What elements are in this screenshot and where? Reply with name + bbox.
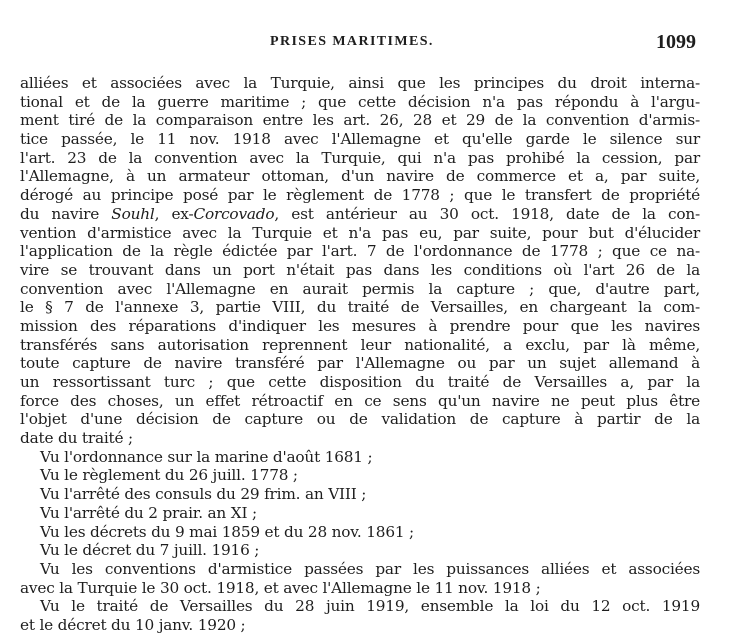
visa-line: Vu le règlement du 26 juill. 1778 ;: [40, 466, 298, 485]
ship-name: Souhl: [111, 204, 155, 223]
visa-line: Vu les décrets du 9 mai 1859 et du 28 nov. 1861 ;: [40, 522, 415, 541]
text-line: l'art. 23 de la convention avec la Turquie, qui n'a pas prohibé la cession, par: [20, 148, 700, 167]
text-line: alliées et associées avec la Turquie, ainsi que les principes du droit interna-: [20, 74, 700, 92]
text-line: l'Allemagne, à un armateur ottoman, d'un navire de commerce et a, par suite,: [20, 167, 700, 186]
text-line: tional et de la guerre maritime ; que cette décision n'a pas répondu à l'argu-: [20, 92, 700, 111]
visa-line: Vu l'arrêté des consuls du 29 frim. an VIII ;: [40, 485, 367, 504]
text-line: le § 7 de l'annexe 3, partie VIII, du traité de Versailles, en chargeant la com-: [20, 298, 700, 317]
text-line: l'application de la règle édictée par l'art. 7 de l'ordonnance de 1778 ; que ce na-: [20, 242, 700, 261]
text-span: , est antérieur au 30 oct. 1918, date de la con-: [274, 204, 700, 223]
running-header: [0, 31, 734, 55]
text-line: mission des réparations d'indiquer les mesures à prendre pour que les navires: [20, 316, 700, 335]
page-number: 1099: [656, 31, 696, 53]
visa-line: Vu l'ordonnance sur la marine d'août 1681 ;: [40, 447, 373, 466]
visa-line: Vu l'arrêté du 2 prair. an XI ;: [40, 503, 257, 522]
visa-versailles-line: et le décret du 10 janv. 1920 ;: [20, 615, 246, 634]
text-line: date du traité ;: [20, 429, 133, 448]
text-line: convention avec l'Allemagne en aurait permis la capture ; que, d'autre part,: [20, 279, 700, 298]
text-span: , ex-: [154, 204, 194, 223]
visa-versailles-line: Vu le traité de Versailles du 28 juin 1919, ensemble la loi du 12 oct. 1919: [40, 597, 700, 616]
body-text: [20, 74, 700, 635]
text-line: dérogé au principe posé par le règlement de 1778 ; que le transfert de propriété: [20, 186, 700, 205]
text-line: force des choses, un effet rétroactif en ce sens qu'un navire ne peut plus être: [20, 391, 700, 410]
ship-former-name: Corcovado: [193, 204, 275, 223]
text-line: un ressortissant turc ; que cette disposition du traité de Versailles a, par la: [20, 373, 700, 391]
text-line: l'objet d'une décision de capture ou de validation de capture à partir de la: [20, 410, 700, 429]
text-line: transférés sans autorisation reprennent leur nationalité, a exclu, par là même,: [20, 335, 700, 354]
text-line: vention d'armistice avec la Turquie et n'a pas eu, par suite, pour but d'élucider: [20, 223, 700, 242]
text-line-ship-name: [20, 205, 700, 224]
visa-conventions-line: avec la Turquie le 30 oct. 1918, et avec l'Allemagne le 11 nov. 1918 ;: [20, 578, 541, 597]
text-span: du navire: [20, 204, 112, 223]
text-line: tice passée, le 11 nov. 1918 avec l'Allemagne et qu'elle garde le silence sur: [20, 130, 700, 149]
visa-line: Vu le décret du 7 juill. 1916 ;: [40, 541, 260, 560]
text-line: toute capture de navire transféré par l'Allemagne ou par un sujet allemand à: [20, 354, 700, 373]
running-title: PRISES MARITIMES.: [270, 34, 434, 49]
visa-conventions-line: Vu les conventions d'armistice passées par les puissances alliées et associées: [40, 559, 700, 578]
text-line: vire se trouvant dans un port n'était pas dans les conditions où l'art 26 de la: [20, 260, 700, 279]
text-line: ment tiré de la comparaison entre les art. 26, 28 et 29 de la convention d'armis-: [20, 111, 700, 130]
